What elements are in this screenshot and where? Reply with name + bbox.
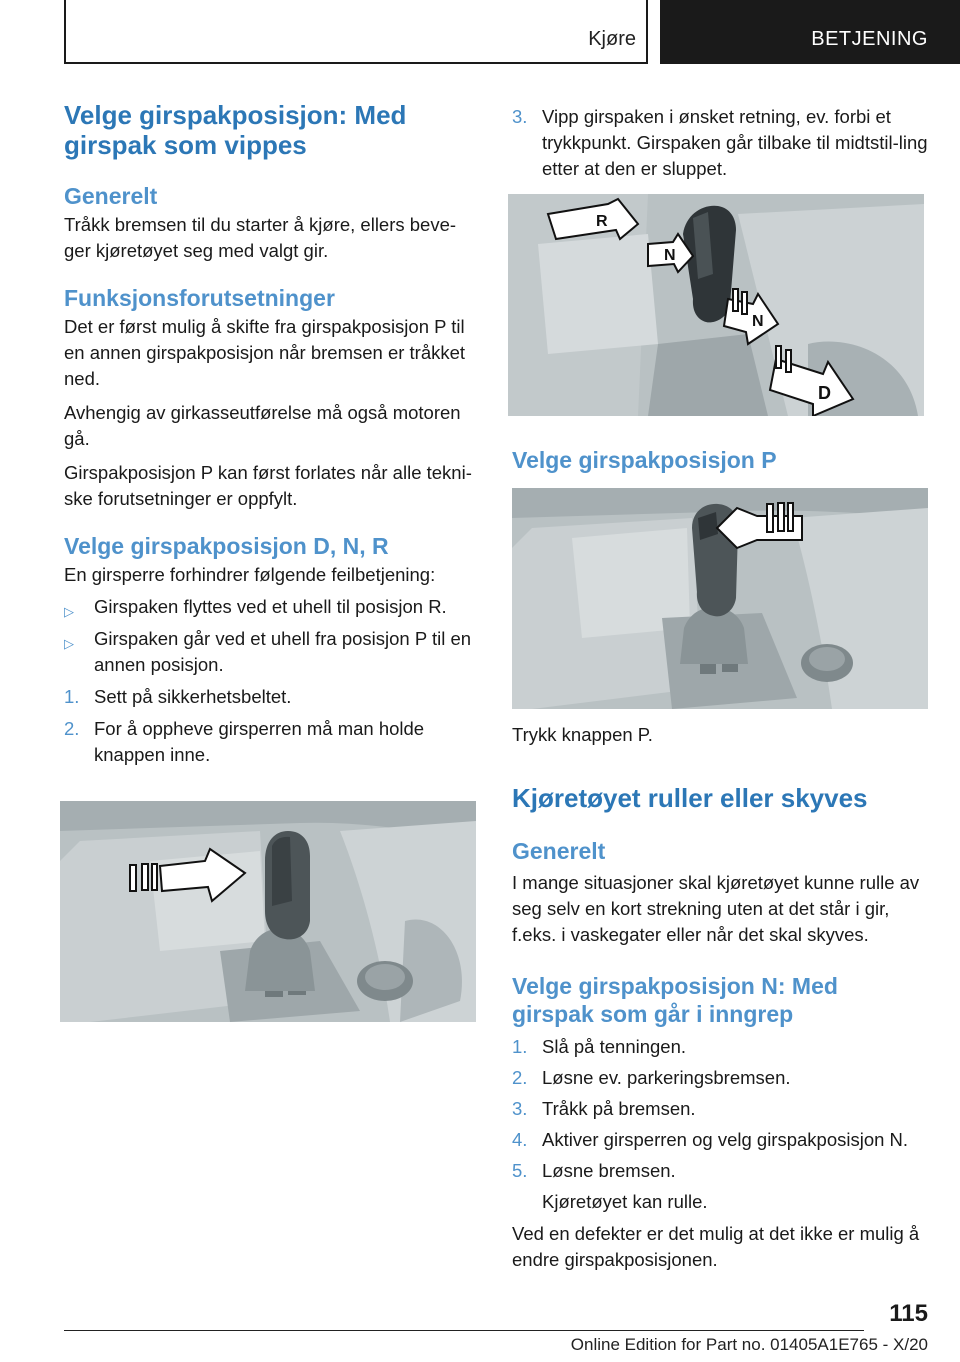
bullet-item xyxy=(64,626,476,678)
roll-generelt-text: I mange situasjoner skal kjøretøyet kunne rulle av seg selv en kort strekning uten at det står i gir, f.eks. i vaskegater eller når det skal skyves. xyxy=(512,872,920,945)
page-title: Velge girspakposisjon: Med girspak som vippes xyxy=(64,100,407,160)
gear-label-d: D xyxy=(818,383,831,403)
header-chapter-label: BETJENING xyxy=(811,28,928,50)
step-text: Sett på sikkerhetsbeltet. xyxy=(94,686,292,707)
step-number: 2. xyxy=(64,718,80,739)
step-item xyxy=(512,1096,928,1122)
step-number: 1. xyxy=(64,686,80,707)
image-gear-positions xyxy=(508,194,924,416)
dnr-heading: Velge girspakposisjon D, N, R xyxy=(64,533,389,559)
image-gear-lock-button xyxy=(60,801,476,1022)
p-heading: Velge girspakposisjon P xyxy=(512,447,777,473)
step-result-text: Kjøretøyet kan rulle. xyxy=(542,1191,708,1212)
bullet-triangle-icon: ▷ xyxy=(64,636,74,651)
step-text: Slå på tenningen. xyxy=(542,1036,687,1057)
page-number: 115 xyxy=(889,1300,928,1327)
gear-label-n-lower: N xyxy=(752,313,764,330)
p-text: Trykk knappen P. xyxy=(512,724,653,745)
step-text: Løsne bremsen. xyxy=(542,1160,676,1181)
funksjonsforutsetninger-heading: Funksjonsforutsetninger xyxy=(64,285,335,311)
step-number: 1. xyxy=(512,1036,528,1057)
roll-generelt-heading: Generelt xyxy=(512,838,606,864)
generelt-heading: Generelt xyxy=(64,183,158,209)
step-text: For å oppheve girsperren må man holde knappen inne. xyxy=(94,718,425,765)
step-number: 5. xyxy=(512,1160,528,1181)
bullet-text: Girspaken flyttes ved et uhell til posisjon R. xyxy=(94,596,447,617)
step-text: Aktiver girsperren og velg girspakposisjon N. xyxy=(542,1129,909,1150)
funk-paragraph-1: Det er først mulig å skifte fra girspakposisjon P til en annen girspakposisjon når bremsen er tråkket ned. xyxy=(64,316,466,389)
n-steps-list xyxy=(512,1034,928,1273)
step-item xyxy=(512,104,928,182)
step-item xyxy=(64,684,476,710)
right-column xyxy=(512,100,928,182)
step-text: Vipp girspaken i ønsket retning, ev. forbi et trykkpunkt. Girspaken går tilbake til midtstil-ling etter at den er sluppet. xyxy=(542,106,928,179)
bullet-text: Girspaken går ved et uhell fra posisjon P til en annen posisjon. xyxy=(94,628,472,675)
image-p-button xyxy=(512,488,928,709)
footer-divider xyxy=(64,1330,864,1331)
step-number: 4. xyxy=(512,1129,528,1150)
funk-paragraph-2: Avhengig av girkasseutførelse må også motoren gå. xyxy=(64,402,461,449)
bullet-triangle-icon: ▷ xyxy=(64,604,74,619)
left-column xyxy=(64,100,476,768)
bullet-item xyxy=(64,594,476,620)
step-text: Løsne ev. parkeringsbremsen. xyxy=(542,1067,791,1088)
gear-label-n-upper: N xyxy=(664,247,676,264)
step-item xyxy=(64,716,476,768)
step-item xyxy=(512,1158,928,1184)
header-section-label: Kjøre xyxy=(588,28,636,50)
roll-title: Kjøretøyet ruller eller skyves xyxy=(512,783,868,813)
step-result xyxy=(512,1189,928,1215)
gear-label-r: R xyxy=(596,213,608,230)
n-note: Ved en defekter er det mulig at det ikke er mulig å endre girspakposisjonen. xyxy=(512,1223,920,1270)
generelt-text: Tråkk bremsen til du starter å kjøre, ellers beve-ger kjøretøyet seg med valgt gir. xyxy=(64,214,457,261)
step-item xyxy=(512,1034,928,1060)
step-text: Tråkk på bremsen. xyxy=(542,1098,696,1119)
step-number: 3. xyxy=(512,1098,528,1119)
step-item xyxy=(512,1127,928,1153)
step-number: 2. xyxy=(512,1067,528,1088)
dnr-intro: En girsperre forhindrer følgende feilbetjening: xyxy=(64,564,436,585)
step-number: 3. xyxy=(512,106,528,127)
step-item xyxy=(512,1065,928,1091)
funk-paragraph-3: Girspakposisjon P kan først forlates når alle tekni-ske forutsetninger er oppfylt. xyxy=(64,462,472,509)
footer-edition: Online Edition for Part no. 01405A1E765 - X/20 xyxy=(570,1335,928,1354)
n-heading: Velge girspakposisjon N: Med girspak som går i inngrep xyxy=(512,973,838,1027)
